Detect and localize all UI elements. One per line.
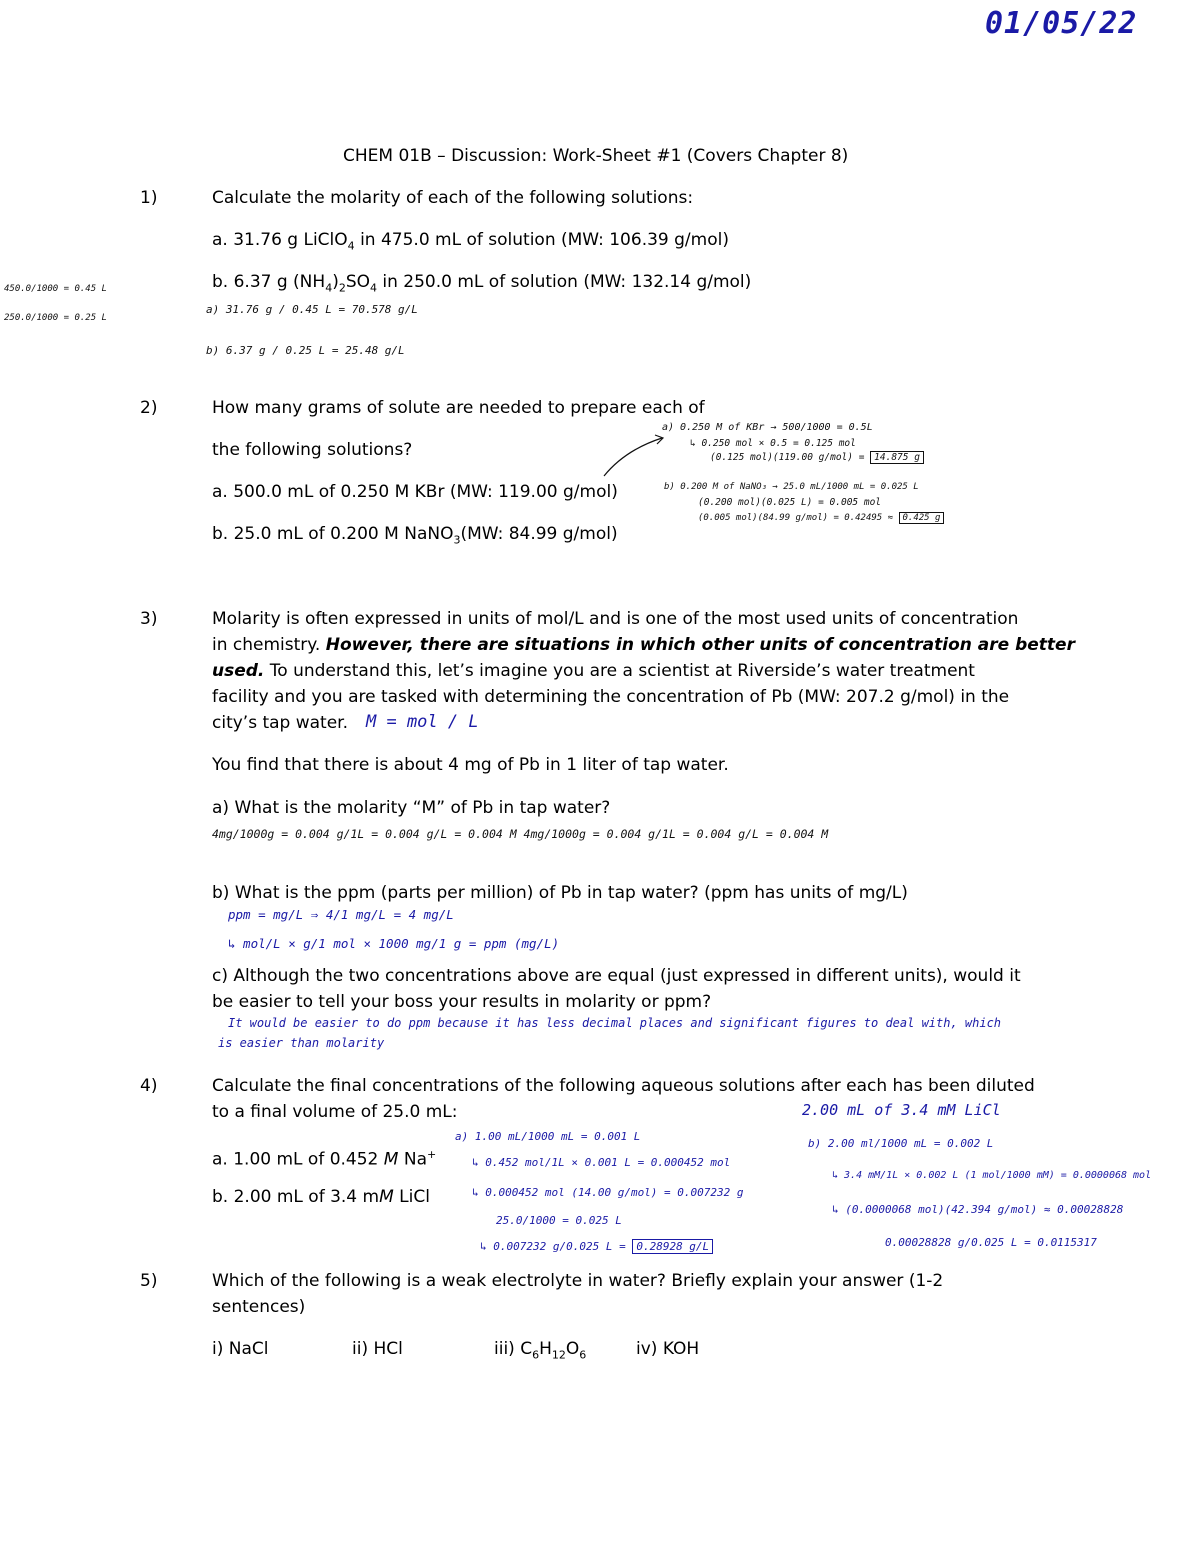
q4-prompt-line2: to a final volume of 25.0 mL: [212,1102,458,1122]
q3-handwritten-c-line1: It would be easier to do ppm because it has less decimal places and significant figures to deal with, which [228,1016,1002,1030]
q3-handwritten-b-line1: ppm = mg/L ⇒ 4/1 mg/L = 4 mg/L [228,907,454,922]
q2-handwritten-b-line1: b) 0.200 M of NaNO₃ → 25.0 mL/1000 mL = 0.025 L [664,482,919,492]
q1-number: 1) [140,188,158,208]
q4-number: 4) [140,1076,158,1096]
q4-handwritten-a-line1: a) 1.00 mL/1000 mL = 0.001 L [455,1130,641,1143]
q2-answer-a: 14.875 g [870,451,924,464]
q5-option-iii: iii) $C_6H_{12}O_6$ [494,1339,587,1362]
q1-handwritten-b: b) 6.37 g / 0.25 L = 25.48 g/L [206,344,405,357]
q3-question-c-line2: be easier to tell your boss your results in molarity or ppm? [212,992,712,1012]
q3-question-a: a) What is the molarity “M” of Pb in tap water? [212,798,611,818]
q2-answer-b: 0.425 g [899,512,945,524]
q4-handwritten-b-line4: 0.00028828 g/0.025 L = 0.0115317 [885,1236,1097,1249]
q5-prompt-line2: sentences) [212,1297,306,1317]
q4-answer-a: 0.28928 g/L [632,1239,713,1254]
q5-option-iv: iv) KOH [636,1339,700,1359]
q3-paragraph-line1: Molarity is often expressed in units of mol/L and is one of the most used units of concentration [212,609,1019,629]
q3-number: 3) [140,609,158,629]
q2-number: 2) [140,398,158,418]
q5-prompt-line1: Which of the following is a weak electrolyte in water? Briefly explain your answer (1-2 [212,1271,944,1291]
q2-prompt-line1: How many grams of solute are needed to prepare each of [212,398,705,418]
q4-handwritten-b-line3: ↳ (0.0000068 mol)(42.394 g/mol) ≈ 0.00028828 [832,1203,1124,1216]
q2-arrow-icon [600,430,670,480]
q3-question-c-line1: c) Although the two concentrations above are equal (just expressed in different units), would it [212,966,1021,986]
q4-part-b: b. 2.00 mL of 3.4 mM LiCl [212,1187,430,1207]
q5-option-i: i) NaCl [212,1339,269,1359]
q2-handwritten-a-line1: a) 0.250 M of KBr → 500/1000 = 0.5L [662,422,873,433]
q4-handwritten-a-line4: 25.0/1000 = 0.025 L [496,1214,622,1227]
q1-handwritten-a: a) 31.76 g / 0.45 L = 70.578 g/L [206,303,418,316]
q3-handwritten-molarity-formula: M = mol / L [366,712,479,732]
q2-part-a: a. 500.0 mL of 0.250 M KBr (MW: 119.00 g/mol) [212,482,618,502]
q1-margin-note-1: 450.0/1000 = 0.45 L [4,284,107,294]
q1-part-a: a. 31.76 g LiClO$_4$ in 475.0 mL of solution (MW: 106.39 g/mol) [212,230,729,253]
q1-part-b: b. 6.37 g $(NH_4)_2SO_4$ in 250.0 mL of solution (MW: 132.14 g/mol) [212,272,752,295]
q3-handwritten-b-line2: ↳ mol/L × g/1 mol × 1000 mg/1 g = ppm (mg/L) [228,936,560,951]
q4-part-a: a. 1.00 mL of 0.452 M Na+ [212,1148,437,1170]
q5-number: 5) [140,1271,158,1291]
q2-handwritten-b-line2: (0.200 mol)(0.025 L) = 0.005 mol [698,497,882,508]
q2-handwritten-a-line2: ↳ 0.250 mol × 0.5 = 0.125 mol [690,438,856,449]
q4-handwritten-b-line1: b) 2.00 ml/1000 mL = 0.002 L [808,1137,994,1150]
page-title: CHEM 01B – Discussion: Work-Sheet #1 (Covers Chapter 8) [343,146,849,166]
q4-handwritten-b-line2: ↳ 3.4 mM/1L × 0.002 L (1 mol/1000 mM) = 0.0000068 mol [832,1170,1152,1181]
q2-part-b: b. 25.0 mL of 0.200 M NaNO$_3$(MW: 84.99 g/mol) [212,524,618,547]
q3-paragraph-line3: used. To understand this, let’s imagine you are a scientist at Riverside’s water treatment [212,661,975,681]
q3-question-b: b) What is the ppm (parts per million) of Pb in tap water? (ppm has units of mg/L) [212,883,908,903]
q4-handwritten-a-line5: ↳ 0.007232 g/0.025 L = 0.28928 g/L [480,1240,713,1253]
q3-handwritten-a: 4mg/1000g = 0.004 g/1L = 0.004 g/L = 0.004 M 4mg/1000g = 0.004 g/1L = 0.004 g/L = 0.004 M [212,827,829,841]
q3-paragraph-line5: city’s tap water. [212,713,349,733]
q4-handwritten-a-line2: ↳ 0.452 mol/1L × 0.001 L = 0.000452 mol [472,1156,731,1169]
q4-prompt-line1: Calculate the final concentrations of the following aqueous solutions after each has been diluted [212,1076,1035,1096]
q5-option-ii: ii) HCl [352,1339,403,1359]
q1-prompt: Calculate the molarity of each of the following solutions: [212,188,694,208]
q1-margin-note-2: 250.0/1000 = 0.25 L [4,313,107,323]
q3-paragraph-line4: facility and you are tasked with determining the concentration of Pb (MW: 207.2 g/mol) in the [212,687,1010,707]
q3-finding: You find that there is about 4 mg of Pb in 1 liter of tap water. [212,755,729,775]
q4-handwritten-a-line3: ↳ 0.000452 mol (14.00 g/mol) = 0.007232 g [472,1186,744,1199]
q2-handwritten-b-line3: (0.005 mol)(84.99 g/mol) = 0.42495 ≈ 0.425 g [698,513,944,523]
q3-handwritten-c-line2: is easier than molarity [218,1036,385,1050]
handwritten-date: 01/05/22 [985,6,1138,41]
q3-paragraph-line2: in chemistry. However, there are situations in which other units of concentration are better [212,635,1075,655]
q2-prompt-line2: the following solutions? [212,440,413,460]
q4-handwritten-heading: 2.00 mL of 3.4 mM LiCl [802,1101,1001,1119]
q2-handwritten-a-line3: (0.125 mol)(119.00 g/mol) = 14.875 g [710,452,924,463]
